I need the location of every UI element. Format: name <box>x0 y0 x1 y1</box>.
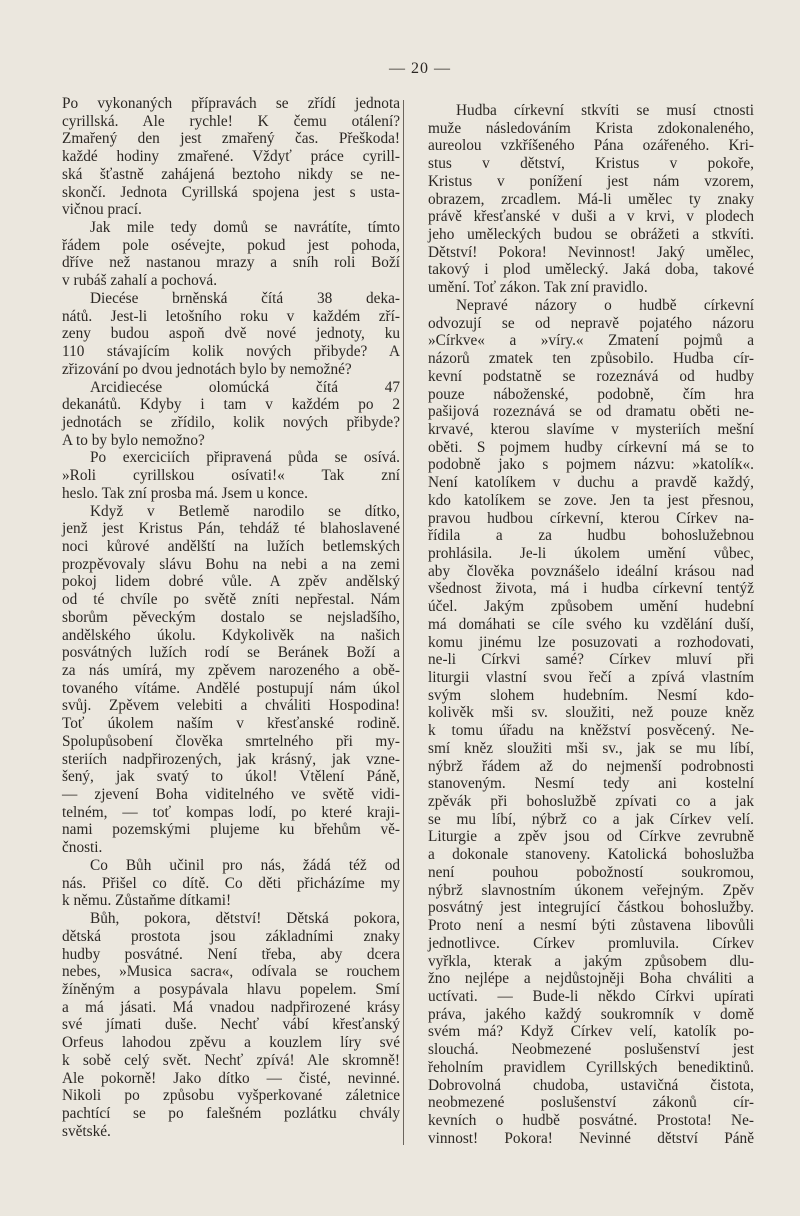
text-line: jednotlivce. Církev promluvila. Církev <box>428 934 754 952</box>
text-line: Hudba církevní stkvíti se musí ctnosti <box>456 102 754 119</box>
text-line: kdo katolíkem se zove. Jen ta jest přesnou, <box>428 491 754 509</box>
text-line: Po vykonaných přípravách se zřídí jednota <box>62 95 400 112</box>
text-line: Po exerciciích připravená půda se osívá. <box>90 449 400 467</box>
text-line: muže následováním Krista zdokonaleného, <box>428 119 754 137</box>
text-line: posvátných lužích rodí se Beránek Boží a <box>62 644 400 662</box>
text-line: Jak mile tedy domů se navrátíte, tímto <box>90 219 400 237</box>
text-line: neobmezené poslušenství zákonů cír- <box>428 1094 754 1112</box>
text-line: účel. Jakým způsobem umění hudební <box>428 598 754 616</box>
text-line: čnosti. <box>62 839 103 857</box>
text-line: k němu. Zůstaňme dítkami! <box>62 892 232 910</box>
text-line: stus v dětství, Kristus v pokoře, <box>428 155 754 173</box>
text-line: cyrillská. Ale rychle! K čemu otálení? <box>62 112 400 130</box>
text-line: kevní podstatně se rozeznává od hudby <box>428 367 754 385</box>
text-line: vinnost! Pokora! Nevinné dětství Páně <box>428 1129 754 1147</box>
text-line: sborům pěveckým dostalo se nejsladšího, <box>62 608 400 626</box>
text-line: noci kůrové andělští na lužích betlemských <box>62 537 400 555</box>
text-line: pouze náboženské, podobně, čím hra <box>428 385 754 403</box>
text-line: smí kněz sloužiti mši sv., jak se mu líbí, <box>428 739 754 757</box>
text-line: k tomu úřadu na kněžství posvěcený. Ne- <box>428 722 754 740</box>
text-line: Kristus v ponížení jest nám vzorem, <box>428 172 754 190</box>
text-line: vičnou prací. <box>62 201 142 219</box>
text-line: dekanátů. Kdyby i tam v každém po 2 <box>62 396 400 414</box>
text-line: vyřkla, kterak a jakým způsobem dlu- <box>428 952 754 970</box>
text-line: Co Bůh učinil pro nás, žádá též od <box>90 856 400 874</box>
text-line: svůj. Zpěvem velebiti a chváliti Hospodina! <box>62 697 400 715</box>
text-line: kolivěk mši sv. sloužiti, než pouze kněz <box>428 704 754 722</box>
text-line: nýbrž řádem až do nejmenší podrobnosti <box>428 757 754 775</box>
text-line: se mu líbí, nýbrž co a jak Církev velí. <box>428 810 754 828</box>
text-line: ne-li Církvi samé? Církev mluví při <box>428 651 754 669</box>
text-line: pašijová rozeznává se od dramatu oběti ne- <box>428 403 754 421</box>
text-line: oběti. S pojmem hudby církevní má se to <box>428 438 754 456</box>
text-line: Proto není a nesmí býti zůstavena libovůli <box>428 917 754 935</box>
text-line: Zmařený den jest zmařený čas. Přeškoda! <box>62 130 400 148</box>
text-line: řádem pole osévejte, pokud jest pohoda, <box>62 236 400 254</box>
text-line: Dobrovolná chudoba, ustavičná čistota, <box>428 1076 754 1094</box>
text-line: Dětství! Pokora! Nevinnost! Jaký umělec, <box>428 243 754 261</box>
text-line: andělského úkolu. Kdykolivěk na našich <box>62 626 400 644</box>
text-line: od té chvíle po světě zníti nepřestal. Nám <box>62 591 400 609</box>
text-line: své jímati duše. Nechť vábí křesťanský <box>62 1016 400 1034</box>
text-line: odvozují se od nepravě pojatého názoru <box>428 314 754 332</box>
text-line: šený, jak svatý to úkol! Vtělení Páně, <box>62 768 400 786</box>
text-line: Není katolíkem v duchu a pravdě každý, <box>428 474 754 492</box>
text-line: a má jásati. Má vnadou nadpřirozené krásy <box>62 998 400 1016</box>
text-line: Spolupůsobení člověka smrtelného při my- <box>62 732 400 750</box>
text-line: aureolou vzkříšeného Pána ozářeného. Kri- <box>428 137 754 155</box>
text-line: právě křesťanské v duši a v krvi, v plodech <box>428 208 754 226</box>
text-line: nátů. Jest-li letošního roku v každém zří- <box>62 307 400 325</box>
text-line: takový i plod umělecký. Jaká doba, takové <box>428 261 754 279</box>
text-line: obrazem, zrcadlem. Má-li umělec ty znaky <box>428 190 754 208</box>
text-line: skončí. Jednota Cyrillská spojena jest s usta- <box>62 183 400 201</box>
text-line: 110 stávajícím kolik nových přibyde? A <box>62 343 400 361</box>
text-line: Ale pokorně! Jako dítko — čisté, nevinné. <box>62 1069 400 1087</box>
text-line: kevních o hudbě posvátné. Prostota! Ne- <box>428 1111 754 1129</box>
text-line: dětská prostota jsou základními znaky <box>62 927 400 945</box>
text-line: komu jinému lze posuzovati a rozhodovati, <box>428 633 754 651</box>
text-line: zřizování po dvou jednotách bylo by nemožné? <box>62 360 352 378</box>
text-line: Diecése brněnská čítá 38 deka- <box>90 289 400 307</box>
text-line: není pouhou pobožností soukromou, <box>428 863 754 881</box>
text-line: jednotách se zřídilo, kolik nových přibyde? <box>62 413 400 431</box>
text-line: »Církve« a »víry.« Zmatení pojmů a <box>428 332 754 350</box>
text-line: jenž jest Kristus Pán, tehdáž té blahoslavené <box>62 520 400 538</box>
left-text-column <box>62 95 400 1140</box>
text-line: »Roli cyrillskou osívati!« Tak zní <box>62 467 400 485</box>
text-line: názorů zmatek ten způsobilo. Hudba cír- <box>428 350 754 368</box>
text-line: telném, — toť kompas lodí, po které kraji- <box>62 803 400 821</box>
text-line: umění. Toť zákon. Tak zní pravidlo. <box>428 279 648 297</box>
text-line: a dokonale stanoveny. Katolická bohoslužba <box>428 846 754 864</box>
text-line: pravou hudbou církevní, kterou Církev na- <box>428 509 754 527</box>
text-line: hudby posvátné. Není třeba, aby dcera <box>62 945 400 963</box>
text-line: každé hodiny zmařené. Vždyť práce cyrill- <box>62 148 400 166</box>
text-line: Toť úkolem naším v křesťanské rodině. <box>62 715 400 733</box>
text-line: Orfeus lahodou zpěvu a kouzlem líry své <box>62 1034 400 1052</box>
text-line: heslo. Tak zní prosba má. Jsem u konce. <box>62 484 308 502</box>
text-line: — zjevení Boha viditelného ve světě vidi- <box>62 786 400 804</box>
text-line: posvátný jest integrující částkou bohoslužby. <box>428 899 754 917</box>
text-line: tovaného vítáme. Andělé postupují nám úkol <box>62 679 400 697</box>
text-line: uctívati. — Bude-li někdo Církvi upírati <box>428 987 754 1005</box>
text-line: zeny budou aspoň dvě nové jednoty, ku <box>62 325 400 343</box>
text-line: k sobě celý svět. Nechť zpívá! Ale skromně! <box>62 1051 400 1069</box>
text-line: stanoveným. Nesmí tedy ani kostelní <box>428 775 754 793</box>
text-line: řeholním pravidlem Cyrillských benediktinů. <box>428 1058 754 1076</box>
text-line: prohlásila. Je-li úkolem umění vůbec, <box>428 544 754 562</box>
text-line: svým slohem hudebním. Nesmí kdo- <box>428 686 754 704</box>
text-line: práva, jakého každý soukromník v domě <box>428 1005 754 1023</box>
text-line: má domáhati se cíle svého ku vzdělání duší, <box>428 615 754 633</box>
text-line: krvavé, kterou slavíme v mysteriích mešní <box>428 420 754 438</box>
right-text-column <box>428 102 754 1147</box>
text-line: zpěvák při bohoslužbě zpívati co a jak <box>428 793 754 811</box>
text-line: řídila a za hudbu bohoslužebnou <box>428 527 754 545</box>
text-line: svém má? Když Církev velí, katolík po- <box>428 1023 754 1041</box>
page-number: — 20 — <box>389 60 451 77</box>
text-line: aby člověka povznášelo ideální krásou nad <box>428 562 754 580</box>
text-line: žíněným a posypávala hlavu popelem. Smí <box>62 980 400 998</box>
text-line: liturgii vlastní svou řečí a zpívá vlastním <box>428 669 754 686</box>
text-line: v rubáš zahalí a pochová. <box>62 272 218 290</box>
text-line: prozpěvovaly slávu Bohu na nebi a na zemi <box>62 555 400 573</box>
text-line: světské. <box>62 1122 111 1140</box>
text-line: steriích nadpřirozených, jak krásný, jak vzne- <box>62 750 400 768</box>
text-line: Arcidiecése olomúcká čítá 47 <box>90 378 400 396</box>
text-line: Když v Betlemě narodilo se dítko, <box>90 502 400 520</box>
text-line: Bůh, pokora, dětství! Dětská pokora, <box>90 910 400 928</box>
text-line: všednost života, má i hudba církevní tentýž <box>428 580 754 598</box>
text-line: nýbrž slavnostním úkonem veřejným. Zpěv <box>428 881 754 899</box>
text-line: podobně jako s pojmem názvu: »katolík«. <box>428 456 754 474</box>
text-line: slouchá. Neobmezené poslušenství jest <box>428 1041 754 1059</box>
text-line: pokoj lidem dobré vůle. A zpěv andělský <box>62 573 400 591</box>
text-line: nás. Přišel co dítě. Co děti přicházíme my <box>62 874 400 892</box>
text-line: dříve než nastanou mrazy a sníh roli Boží <box>62 254 400 272</box>
text-line: pachtící se po falešném pozlátku chvály <box>62 1104 400 1122</box>
text-line: Nikoli po způsobu vyšperkované záletnice <box>62 1087 400 1105</box>
column-divider <box>403 100 404 1145</box>
text-line: nami pozemskými plujeme ku břehům vě- <box>62 821 400 839</box>
text-line: za nás umírá, my zpěvem narozeného a obě- <box>62 662 400 679</box>
text-line: Liturgie a zpěv jsou od Církve zevrubně <box>428 828 754 846</box>
text-line: A to by bylo nemožno? <box>62 431 205 449</box>
text-line: nebes, »Musica sacra«, odívala se rouchem <box>62 963 400 981</box>
text-line: jeho uměleckých budou se obrážeti a stkvíti. <box>428 226 754 244</box>
text-line: žno nejlépe a nejdůstojněji Boha chváliti a <box>428 970 754 988</box>
text-line: ská šťastně zahájená beztoho nikdy se ne- <box>62 165 400 183</box>
text-line: Nepravé názory o hudbě církevní <box>456 296 754 314</box>
